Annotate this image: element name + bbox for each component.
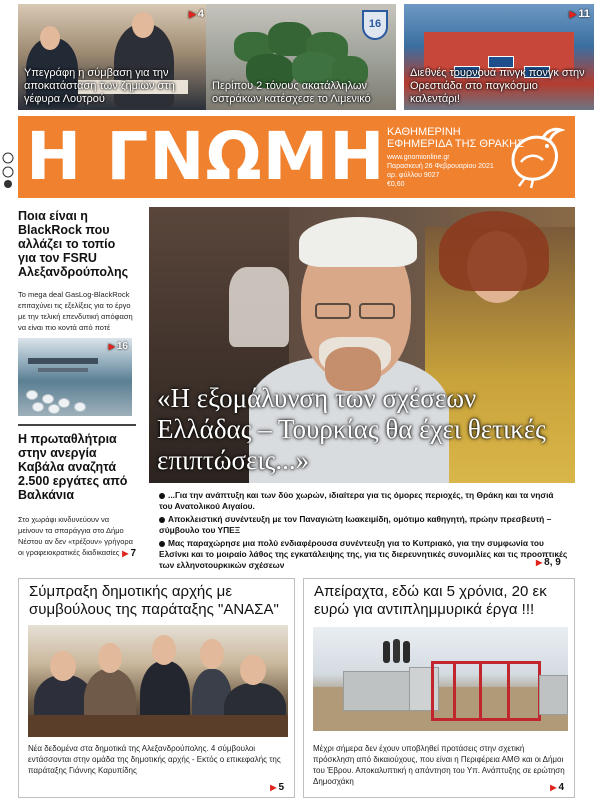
story-page-number: ▶ 4 <box>550 782 564 793</box>
main-story-page-numbers: ▶ 8, 9 <box>536 557 561 568</box>
lng-terminal-photo <box>18 338 132 416</box>
masthead-website[interactable]: www.gnomionline.gr <box>387 154 450 161</box>
teaser-bridge[interactable] <box>18 4 208 110</box>
teaser-shellfish[interactable] <box>206 4 396 110</box>
story-page-number: ▶ 5 <box>270 782 284 793</box>
main-story-photo[interactable] <box>149 207 575 483</box>
main-story-bullet: ...Για την ανάπτυξη και των δύο χωρών, ιδιαίτερα για τις όμορες περιοχές, τη Θράκη και τα νησιά του Ανατολικού Αιγαίου. <box>159 490 554 511</box>
teaser-caption: Περίπου 2 τόνους ακατάλληλων οστράκων κατέσχεσε το Λιμενικό <box>212 80 371 105</box>
story-headline: Σύμπραξη δημοτικής αρχής με συμβούλους της παράταξης "ΑΝΑΣΑ" <box>29 583 279 618</box>
story-anasa[interactable] <box>18 578 295 798</box>
story-page-number: ▶ 16 <box>108 341 128 352</box>
story-summary: Στο χωράφι κινδυνεύουν να μείνουν τα σπαράγγια στο Δήμο Νέστου αν δεν «τρέξουν» γρήγορα οι γραφειοκρατικές διαδικασίες <box>18 515 134 557</box>
masthead-issue: αρ. φύλλου 9027 <box>387 172 440 179</box>
teaser-page-number: ▶ 4 <box>188 8 204 20</box>
main-story-bullets <box>159 490 569 573</box>
masthead <box>18 116 575 198</box>
bird-logo-icon <box>503 124 565 190</box>
masthead-price: €0,60 <box>387 181 405 188</box>
story-headline: Η πρωταθλήτρια στην ανεργία Καβάλα αναζητά 2.500 εργάτες από Βαλκάνια <box>18 432 128 502</box>
story-kavala[interactable] <box>18 432 136 559</box>
teaser-caption: Διεθνές τουρνουά πινγκ πονγκ στην Ορεστιάδα στο παγκόσμιο καλεντάρι! <box>410 67 585 105</box>
bullet-dot-icon <box>159 517 165 523</box>
teaser-page-number: ▶ 11 <box>569 8 590 20</box>
story-headline: Ποια είναι η BlackRock που αλλάζει το τοπίο για τον FSRU Αλεξανδρούπολης <box>18 209 129 279</box>
main-story-quote: «Η εξομάλυνση των σχέσεων Ελλάδας – Τουρκίας θα έχει θετικές επιπτώσεις...» <box>157 383 546 475</box>
column-divider <box>18 424 136 426</box>
story-photo <box>28 625 288 737</box>
main-story-bullet: Μας παραχώρησε μια πολύ ενδιαφέρουσα συνέντευξη για το Κυπριακό, για την συμφωνία του Ελσίνκι και το μοιραίο λάθος της εγκατάλειψης της, για τις διερευνητικές συνομιλίες και τις προοπτικές των ελληνοτουρκικών σχέσεων <box>159 538 568 570</box>
masthead-tagline: ΚΑΘΗΜΕΡΙΝΗ <box>387 126 461 138</box>
bullet-dot-icon <box>159 541 165 547</box>
circulation-seal-icon <box>2 150 14 190</box>
story-blackrock[interactable] <box>18 209 136 333</box>
story-summary: Το mega deal GasLog-BlackRock επιταχύνει τις εξελίξεις για το έργο με την τελική επενδυτική απόφαση να είναι πιο κοντά από ποτέ <box>18 290 133 332</box>
teaser-pingpong[interactable] <box>404 4 594 110</box>
story-page-number: ▶ 7 <box>122 548 136 559</box>
coast-guard-emblem-icon: 16 <box>362 10 388 40</box>
masthead-date: Παρασκευή 26 Φεβρουαρίου 2021 <box>387 163 494 170</box>
story-summary: Νέα δεδομένα στα δημοτικά της Αλεξανδρούπολης. 4 σύμβουλοι εντάσσονται στην ομάδα της δημοτικής αρχής - Εκτός ο επικεφαλής της παράταξης Γιάννης Καρυπίδης <box>28 744 281 775</box>
teaser-caption: Υπεγράφη η σύμβαση για την αποκατάσταση των ζημιών στη γέφυρα Λουτρού <box>24 67 175 105</box>
main-story-bullet: Αποκλειστική συνέντευξη με τον Παναγιώτη Ιωακειμίδη, ομότιμο καθηγητή, πρώην πρεσβευτή – σύμβουλο του ΥΠΕΞ <box>159 514 552 535</box>
newspaper-logo: Η ΓΝΩΜΗ <box>26 118 386 195</box>
story-headline: Απείραχτα, εδώ και 5 χρόνια, 20 εκ ευρώ για αντιπλημμυρικά έργα !!! <box>314 583 547 618</box>
story-flood-works[interactable] <box>303 578 575 798</box>
masthead-tagline: ΕΦΗΜΕΡΙΔΑ ΤΗΣ ΘΡΑΚΗΣ <box>387 138 524 150</box>
bullet-dot-icon <box>159 493 165 499</box>
story-summary: Μέχρι σήμερα δεν έχουν υποβληθεί προτάσεις στην σχετική πρόσκληση από δικαιούχους, που είναι η Περιφέρεια ΑΜΘ και οι Δήμοι του Έβρου. Αποκαλυπτική η απάντηση του Υπ. Ανάπτυξης σε ερώτηση Δημοσχάκη <box>313 744 565 786</box>
story-photo <box>313 627 568 731</box>
